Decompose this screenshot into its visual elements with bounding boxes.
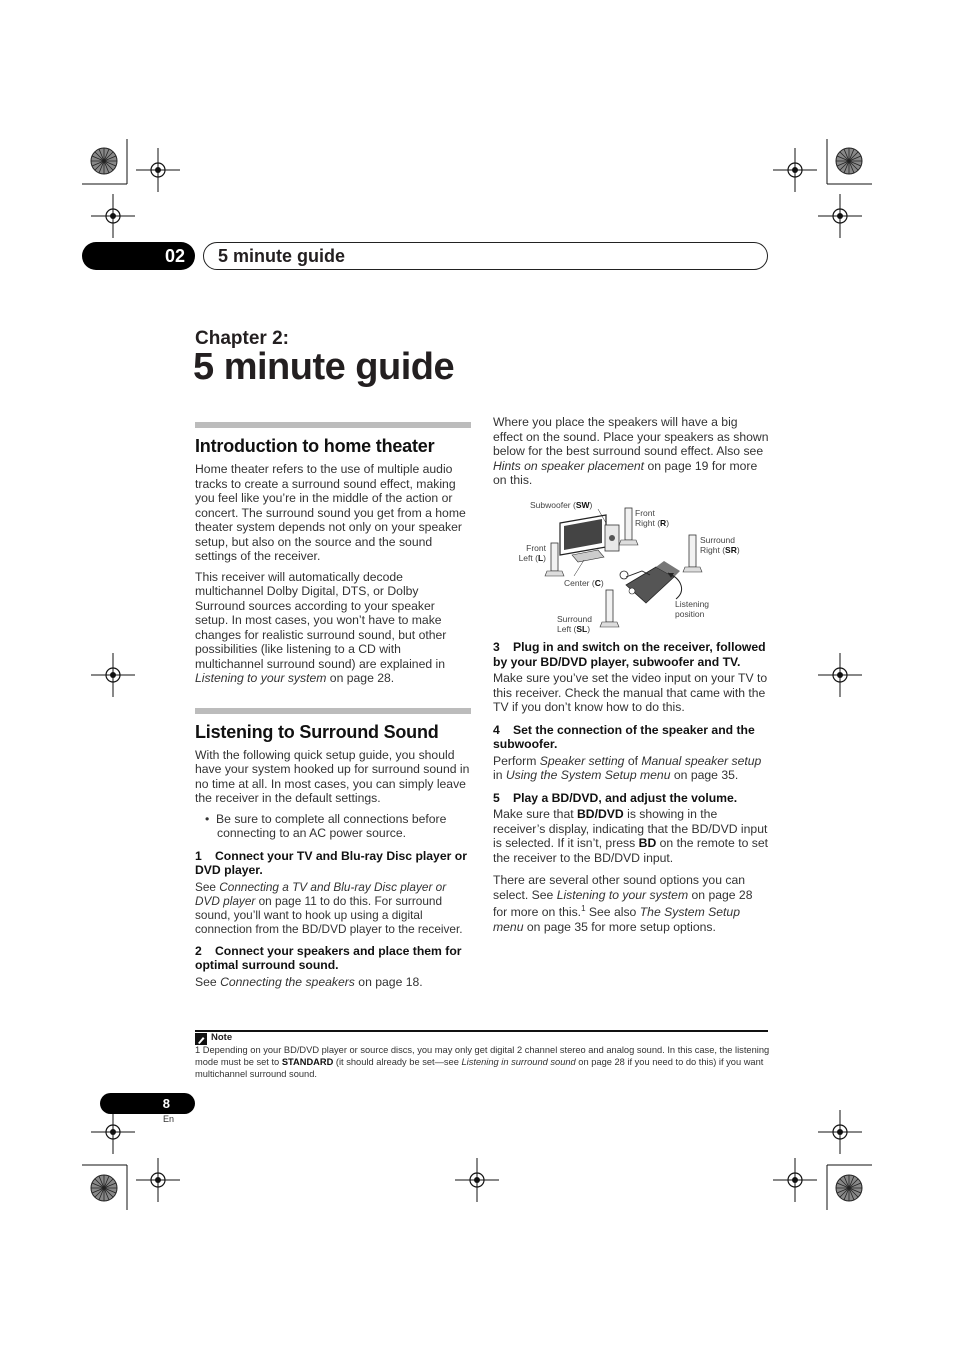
cross-mark bbox=[773, 148, 817, 192]
label-subwoofer: Subwoofer (SW) bbox=[530, 500, 593, 510]
section-title-surround: Listening to Surround Sound bbox=[195, 721, 439, 742]
note-rule bbox=[195, 1030, 768, 1032]
footnote-ref: 1 bbox=[581, 904, 586, 913]
cross-mark bbox=[773, 1158, 817, 1202]
left-column bbox=[195, 422, 471, 995]
note-pencil-icon bbox=[195, 1033, 207, 1045]
right-column-steps bbox=[493, 632, 769, 940]
label-surround-right: Surround Right (SR) bbox=[700, 535, 740, 555]
label-front-right: Front Right (R) bbox=[635, 508, 670, 528]
paragraph: There are several other sound options you can select. See Listening to your system on page 28 for more on this.$^1$ See also The System Setup menu on page 35 for more setup options. bbox=[493, 873, 753, 934]
step-heading: 5 Play a BD/DVD, and adjust the volume. bbox=[493, 790, 738, 805]
paragraph: Home theater refers to the use of multiple audio tracks to create a surround sound effect, making you feel like you’re in the middle of the action or concert. The surround sound you get from a home theater system depends not only on your speaker setup, but also on the source and the sound settings of the receiver. bbox=[195, 462, 466, 563]
cross-mark bbox=[455, 1158, 499, 1202]
step-text: See Connecting a TV and Blu-ray Disc player or DVD player on page 11 to do this. For surround sound, you’ll want to hook up using a digital connection from the BD/DVD player to the receiver. bbox=[195, 879, 463, 936]
star-mark-bottom-left bbox=[91, 1175, 117, 1201]
note-title: Note bbox=[211, 1032, 233, 1043]
page-language: En bbox=[163, 1114, 175, 1124]
label-listening-position: Listening position bbox=[675, 599, 710, 619]
chapter-title: 5 minute guide bbox=[193, 346, 455, 388]
page-number: 8 bbox=[100, 1093, 195, 1114]
label-front-left: Front Left (L) bbox=[518, 543, 546, 563]
cross-mark bbox=[818, 1110, 862, 1154]
step-heading: 1 Connect your TV and Blu-ray Disc player or DVD player. bbox=[195, 848, 467, 877]
label-surround-left: Surround Left (SL) bbox=[557, 614, 592, 634]
note-text: 1 Depending on your BD/DVD player or source discs, you may only get digital 2 channel stereo and analog sound. In this case, the listening mode must be set to STANDARD (it should already be set—see Listening in surround sound on page 28 if you need to do this) if you want multichannel surround sound. bbox=[195, 1045, 770, 1079]
step-heading: 4 Set the connection of the speaker and the subwoofer. bbox=[493, 722, 755, 751]
step-heading: 2 Connect your speakers and place them for optimal surround sound. bbox=[195, 943, 462, 972]
cross-mark bbox=[818, 653, 862, 697]
chapter-label: Chapter 2: bbox=[195, 328, 289, 349]
section-rule bbox=[195, 422, 471, 428]
speaker-placement-diagram bbox=[514, 495, 774, 637]
star-mark-bottom-right bbox=[836, 1175, 862, 1201]
section-rule bbox=[195, 708, 471, 714]
cross-mark bbox=[91, 1110, 135, 1154]
paragraph: This receiver will automatically decode multichannel Dolby Digital, DTS, or Dolby Surround sources according to your speaker setup. In most cases, you won’t have to make changes for realistic surround sound, but other possibilities (like listening to a CD with multichannel surround sound) are explained in Listening to your system on page 28. bbox=[195, 569, 447, 685]
right-column bbox=[493, 415, 769, 494]
cross-mark bbox=[91, 653, 135, 697]
paragraph: Where you place the speakers will have a big effect on the sound. Place your speakers as shown below for the best surround sound effect. Also see Hints on speaker placement on page 19 for more on this. bbox=[493, 415, 769, 487]
section-title-intro: Introduction to home theater bbox=[195, 436, 435, 456]
bullet-item: • Be sure to complete all connections before connecting to an AC power source. bbox=[205, 811, 447, 840]
cross-mark bbox=[91, 194, 135, 238]
cross-reference: Listening to your system bbox=[195, 671, 327, 685]
label-center: Center (C) bbox=[564, 578, 604, 588]
chapter-number-badge: 02 bbox=[82, 242, 195, 270]
step-text: See Connecting the speakers on page 18. bbox=[195, 974, 423, 989]
step-text: Perform Speaker setting of Manual speaker setup in Using the System Setup menu on page 35. bbox=[493, 753, 762, 782]
step-text: Make sure that BD/DVD is showing in the receiver’s display, indicating that the BD/DVD input is selected. If it isn’t, press BD on the remote to set the receiver to the BD/DVD input. bbox=[493, 807, 769, 865]
running-header-title: 5 minute guide bbox=[203, 242, 768, 270]
star-mark-top-right bbox=[836, 148, 862, 174]
cross-mark bbox=[818, 194, 862, 238]
cross-mark bbox=[136, 1158, 180, 1202]
step-text: Make sure you’ve set the video input on your TV to this receiver. Check the manual that came with the TV if you don’t know how to do this. bbox=[493, 671, 768, 714]
paragraph: With the following quick setup guide, you should have your system hooked up for surround sound in no time at all. In most cases, you can simply leave the receiver in the default settings. bbox=[195, 747, 470, 805]
cross-mark bbox=[136, 148, 180, 192]
step-heading: 3 Plug in and switch on the receiver, followed by your BD/DVD player, subwoofer and TV. bbox=[493, 640, 766, 669]
star-mark-top-left bbox=[91, 148, 117, 174]
